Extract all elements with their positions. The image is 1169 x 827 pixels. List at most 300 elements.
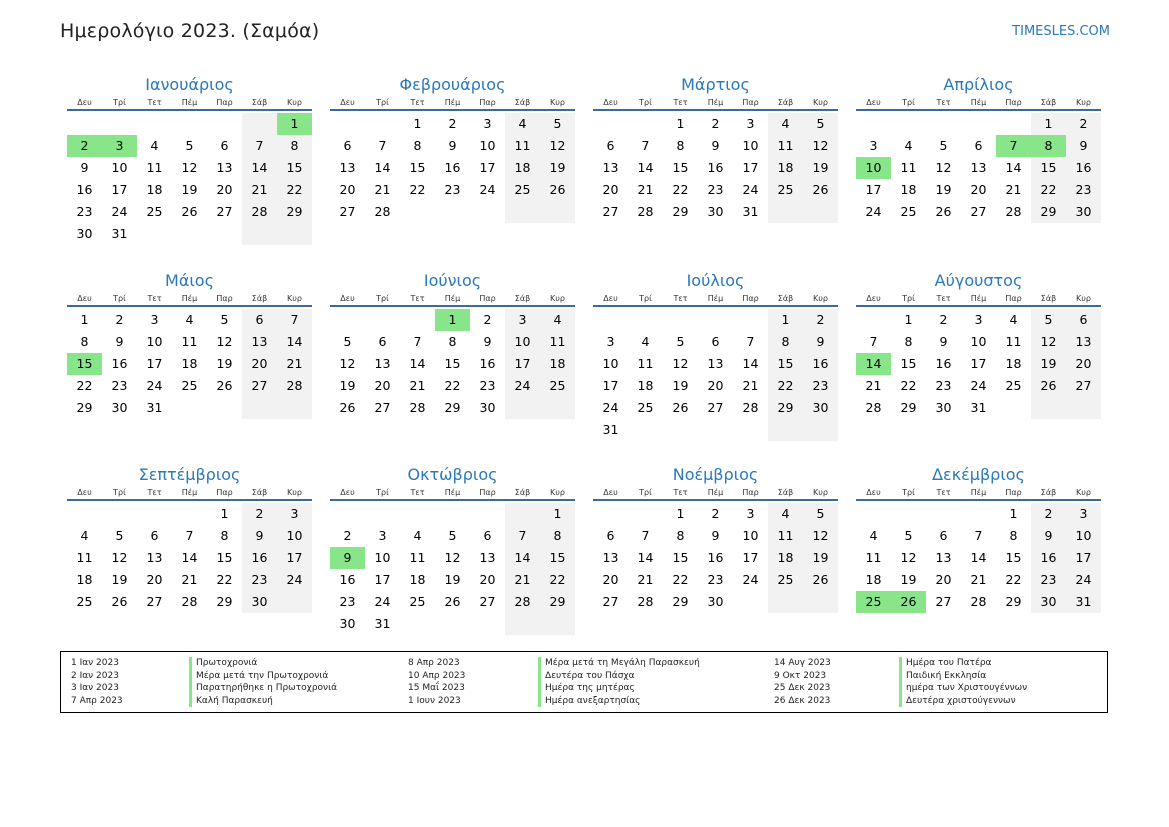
day-cell: 22 [900,378,917,393]
weekday-label: Τετ [410,98,425,107]
empty-day-cell [856,113,891,135]
day-cell: 22 [768,375,803,397]
day-cell: 6 [343,138,352,153]
legend-date: 1 Ιαν 2023 [71,658,119,668]
day-cell: 16 [707,160,724,175]
day-cell: 17 [970,356,987,371]
week-row [67,135,312,157]
day-cell: 5 [220,312,229,327]
day-cell: 11 [409,550,426,565]
day-cell: 14 [409,356,426,371]
day-cell: 18 [540,353,575,375]
day-cell: 15 [409,160,426,175]
day-cell: 6 [606,528,615,543]
day-cell: 25 [146,204,163,219]
day-cell: 20 [935,572,952,587]
day-cell: 25 [856,591,891,613]
legend-date: 14 Αυγ 2023 [774,658,831,668]
day-cell: 23 [242,569,277,591]
empty-day-cell [1031,397,1066,419]
week-row [330,397,575,419]
day-cell: 15 [216,550,233,565]
day-cell: 16 [242,547,277,569]
day-cell: 17 [374,572,391,587]
day-cell: 25 [540,375,575,397]
week-row [593,157,838,179]
day-cell: 6 [378,334,387,349]
day-cell: 29 [768,397,803,419]
day-cell: 30 [1066,201,1101,223]
empty-day-cell [470,503,505,525]
weekday-label: Παρ [1005,488,1022,497]
week-row [330,503,575,525]
week-row [856,591,1101,613]
day-cell: 24 [374,594,391,609]
day-cell: 28 [409,400,426,415]
day-cell: 14 [1005,160,1022,175]
day-cell: 1 [904,312,913,327]
week-row [67,201,312,223]
day-cell: 15 [1031,157,1066,179]
week-row [856,157,1101,179]
weekday-label: Παρ [1005,294,1022,303]
day-cell: 5 [185,138,194,153]
day-cell: 9 [711,528,720,543]
week-row [593,569,838,591]
day-cell: 27 [374,400,391,415]
weekday-label: Δευ [340,98,355,107]
day-cell: 31 [146,400,163,415]
day-cell: 20 [374,378,391,393]
empty-day-cell [365,503,400,525]
day-cell: 22 [540,569,575,591]
day-cell: 13 [339,160,356,175]
day-cell: 4 [1009,312,1018,327]
day-cell: 25 [76,594,93,609]
week-row [330,309,575,331]
day-cell: 4 [768,503,803,525]
day-cell: 7 [378,138,387,153]
day-cell: 21 [242,179,277,201]
weekday-header [67,486,312,501]
day-cell: 12 [803,525,838,547]
day-cell: 19 [181,182,198,197]
month-title: Ιούνιος [423,271,482,290]
day-cell: 6 [974,138,983,153]
day-cell: 14 [374,160,391,175]
month-calendar [330,74,575,270]
day-cell: 31 [1066,591,1101,613]
day-cell: 20 [242,353,277,375]
day-cell: 9 [483,334,492,349]
day-cell: 25 [505,179,540,201]
weekday-label: Τρί [376,488,389,497]
weekday-label: Κυρ [1076,294,1091,303]
day-cell: 29 [444,400,461,415]
weekday-label: Δευ [77,294,92,303]
day-cell: 5 [448,528,457,543]
weekday-label: Σάβ [1040,98,1057,107]
day-cell: 19 [900,572,917,587]
week-row [856,397,1101,419]
weekday-label: Πέμ [181,488,198,497]
day-cell: 6 [606,138,615,153]
day-cell: 1 [80,312,89,327]
empty-day-cell [540,397,575,419]
empty-day-cell [470,613,505,635]
day-cell: 23 [339,594,356,609]
day-cell: 19 [935,182,952,197]
day-cell: 30 [1031,591,1066,613]
day-cell: 9 [711,138,720,153]
empty-day-cell [803,591,838,613]
day-cell: 20 [479,572,496,587]
weekday-label: Τρί [902,488,915,497]
day-cell: 27 [242,375,277,397]
day-cell: 21 [742,378,759,393]
day-cell: 7 [641,138,650,153]
day-cell: 30 [339,616,356,631]
empty-day-cell [242,397,277,419]
day-cell: 7 [413,334,422,349]
day-cell: 31 [742,204,759,219]
day-cell: 1 [277,113,312,135]
day-cell: 9 [803,331,838,353]
day-cell: 30 [76,226,93,241]
day-cell: 7 [974,528,983,543]
weekday-label: Κυρ [287,98,302,107]
day-cell: 1 [1031,113,1066,135]
weekday-label: Κυρ [550,488,565,497]
empty-day-cell [102,503,137,525]
day-cell: 10 [742,528,759,543]
day-cell: 25 [768,179,803,201]
day-cell: 30 [111,400,128,415]
day-cell: 1 [540,503,575,525]
empty-day-cell [733,419,768,441]
day-cell: 6 [242,309,277,331]
day-cell: 17 [111,182,128,197]
day-cell: 9 [1066,135,1101,157]
empty-day-cell [102,113,137,135]
day-cell: 18 [637,378,654,393]
day-cell: 2 [711,506,720,521]
day-cell: 16 [803,353,838,375]
day-cell: 23 [707,572,724,587]
legend-date: 26 Δεκ 2023 [774,695,831,706]
month-title: Σεπτέμβριος [138,465,241,484]
day-cell: 4 [869,528,878,543]
empty-day-cell [628,419,663,441]
day-cell: 21 [505,569,540,591]
day-cell: 15 [900,356,917,371]
day-cell: 10 [1066,525,1101,547]
month-calendar [330,270,575,464]
empty-day-cell [330,113,365,135]
empty-day-cell [505,201,540,223]
site-link[interactable]: TIMESLES.COM [1012,24,1110,39]
legend-dates-column [408,657,465,707]
week-row [67,331,312,353]
empty-day-cell [207,397,242,419]
day-cell: 24 [742,572,759,587]
week-row [856,179,1101,201]
empty-day-cell [505,397,540,419]
weekday-header [856,292,1101,307]
day-cell: 24 [505,375,540,397]
empty-day-cell [242,223,277,245]
day-cell: 7 [242,135,277,157]
day-cell: 15 [444,356,461,371]
month-calendar [593,74,838,270]
empty-day-cell [137,113,172,135]
weekday-label: Κυρ [1076,98,1091,107]
day-cell: 7 [746,334,755,349]
empty-day-cell [768,201,803,223]
day-cell: 8 [413,138,422,153]
day-cell: 21 [865,378,882,393]
day-cell: 18 [900,182,917,197]
day-cell: 22 [444,378,461,393]
week-row [593,179,838,201]
day-cell: 4 [150,138,159,153]
month-calendar [330,464,575,660]
empty-day-cell [435,503,470,525]
day-cell: 25 [181,378,198,393]
week-row [330,179,575,201]
empty-day-cell [733,591,768,613]
legend-date: 1 Ιουν 2023 [408,695,461,706]
day-cell: 2 [115,312,124,327]
empty-day-cell [768,419,803,441]
weekday-header [593,292,838,307]
day-cell: 20 [602,182,619,197]
day-cell: 15 [540,547,575,569]
week-row [67,525,312,547]
week-row [856,525,1101,547]
weekday-header [593,96,838,111]
day-cell: 19 [216,356,233,371]
week-row [856,309,1101,331]
day-cell: 20 [1066,353,1101,375]
month-title: Φεβρουάριος [399,75,506,94]
legend-holiday-name: ημέρα των Χριστουγέννων [899,682,1027,695]
weekday-label: Σάβ [1040,488,1057,497]
legend-holiday-name: Δευτέρα του Πάσχα [538,670,700,683]
day-cell: 30 [479,400,496,415]
day-cell: 19 [111,572,128,587]
day-cell: 23 [1066,179,1101,201]
weekday-header [330,96,575,111]
day-cell: 17 [505,353,540,375]
day-cell: 13 [374,356,391,371]
empty-day-cell [733,309,768,331]
day-cell: 30 [935,400,952,415]
day-cell: 8 [676,528,685,543]
day-cell: 22 [277,179,312,201]
day-cell: 5 [803,503,838,525]
day-cell: 5 [904,528,913,543]
day-cell: 25 [409,594,426,609]
weekday-label: Τρί [639,488,652,497]
weekday-label: Παρ [742,294,759,303]
weekday-label: Σάβ [777,98,794,107]
day-cell: 17 [742,160,759,175]
legend-date: 3 Ιαν 2023 [71,683,119,694]
day-cell: 11 [1005,334,1022,349]
empty-day-cell [207,223,242,245]
weekday-label: Κυρ [813,98,828,107]
day-cell: 8 [277,135,312,157]
weekday-label: Παρ [216,294,233,303]
empty-day-cell [891,113,926,135]
empty-day-cell [207,113,242,135]
day-cell: 13 [935,550,952,565]
week-row [330,613,575,635]
weekday-label: Παρ [479,488,496,497]
day-cell: 17 [1066,547,1101,569]
weekday-label: Τρί [113,98,126,107]
day-cell: 20 [146,572,163,587]
weekday-label: Πέμ [707,294,724,303]
day-cell: 27 [602,204,619,219]
day-cell: 2 [67,135,102,157]
day-cell: 1 [1009,506,1018,521]
empty-day-cell [470,201,505,223]
day-cell: 13 [1066,331,1101,353]
day-cell: 16 [935,356,952,371]
day-cell: 12 [803,135,838,157]
day-cell: 18 [1005,356,1022,371]
day-cell: 29 [1031,201,1066,223]
day-cell: 28 [374,204,391,219]
empty-day-cell [628,309,663,331]
day-cell: 10 [505,331,540,353]
weekday-label: Σάβ [251,488,268,497]
empty-day-cell [277,223,312,245]
day-cell: 29 [672,204,689,219]
day-cell: 24 [277,569,312,591]
day-cell: 19 [1031,353,1066,375]
empty-day-cell [400,201,435,223]
weekday-header [67,96,312,111]
week-row [330,525,575,547]
day-cell: 21 [277,353,312,375]
day-cell: 14 [856,353,891,375]
weekday-label: Δευ [340,488,355,497]
day-cell: 11 [865,550,882,565]
day-cell: 30 [803,397,838,419]
weekday-label: Παρ [216,488,233,497]
empty-day-cell [172,113,207,135]
day-cell: 18 [181,356,198,371]
page-title: Ημερολόγιο 2023. (Σαμόα) [60,20,320,42]
day-cell: 23 [707,182,724,197]
weekday-label: Σάβ [514,98,531,107]
day-cell: 12 [181,160,198,175]
day-cell: 26 [339,400,356,415]
day-cell: 6 [483,528,492,543]
empty-day-cell [172,223,207,245]
empty-day-cell [891,503,926,525]
day-cell: 21 [181,572,198,587]
day-cell: 23 [76,204,93,219]
day-cell: 29 [672,594,689,609]
week-row [856,135,1101,157]
day-cell: 1 [676,116,685,131]
legend-holiday-name: Παιδική Εκκλησία [899,670,1027,683]
day-cell: 4 [768,113,803,135]
empty-day-cell [856,309,891,331]
week-row [330,135,575,157]
day-cell: 21 [1005,182,1022,197]
day-cell: 24 [742,182,759,197]
empty-day-cell [698,309,733,331]
legend-dates-column [71,657,123,707]
day-cell: 26 [540,179,575,201]
day-cell: 3 [378,528,387,543]
day-cell: 3 [746,116,755,131]
weekday-label: Σάβ [777,294,794,303]
day-cell: 6 [711,334,720,349]
day-cell: 19 [444,572,461,587]
weekday-label: Παρ [1005,98,1022,107]
weekday-label: Τρί [902,98,915,107]
day-cell: 5 [676,334,685,349]
day-cell: 12 [111,550,128,565]
weekday-label: Δευ [866,294,881,303]
weekday-label: Τετ [147,294,162,303]
day-cell: 10 [742,138,759,153]
day-cell: 6 [220,138,229,153]
empty-day-cell [996,113,1031,135]
day-cell: 9 [242,525,277,547]
day-cell: 28 [742,400,759,415]
week-row [67,375,312,397]
weekday-label: Πέμ [444,294,461,303]
day-cell: 28 [970,594,987,609]
day-cell: 22 [672,572,689,587]
day-cell: 26 [444,594,461,609]
day-cell: 15 [277,157,312,179]
day-cell: 26 [111,594,128,609]
day-cell: 28 [637,594,654,609]
empty-day-cell [435,201,470,223]
day-cell: 22 [1005,572,1022,587]
month-title: Μάρτιος [681,75,750,94]
weekday-label: Τετ [673,294,688,303]
month-calendar [67,270,312,464]
week-row [67,591,312,613]
day-cell: 3 [505,309,540,331]
month-title: Μάιος [165,271,214,290]
day-cell: 24 [1066,569,1101,591]
day-cell: 28 [181,594,198,609]
weekday-label: Τετ [147,488,162,497]
day-cell: 21 [637,182,654,197]
empty-day-cell [593,113,628,135]
week-row [593,525,838,547]
day-cell: 10 [479,138,496,153]
weekday-label: Κυρ [813,488,828,497]
week-row [593,375,838,397]
day-cell: 27 [146,594,163,609]
day-cell: 19 [803,547,838,569]
legend-holiday-name: Παρατηρήθηκε η Πρωτοχρονιά [189,682,337,695]
day-cell: 1 [220,506,229,521]
day-cell: 16 [1031,547,1066,569]
weekday-label: Τετ [936,98,951,107]
